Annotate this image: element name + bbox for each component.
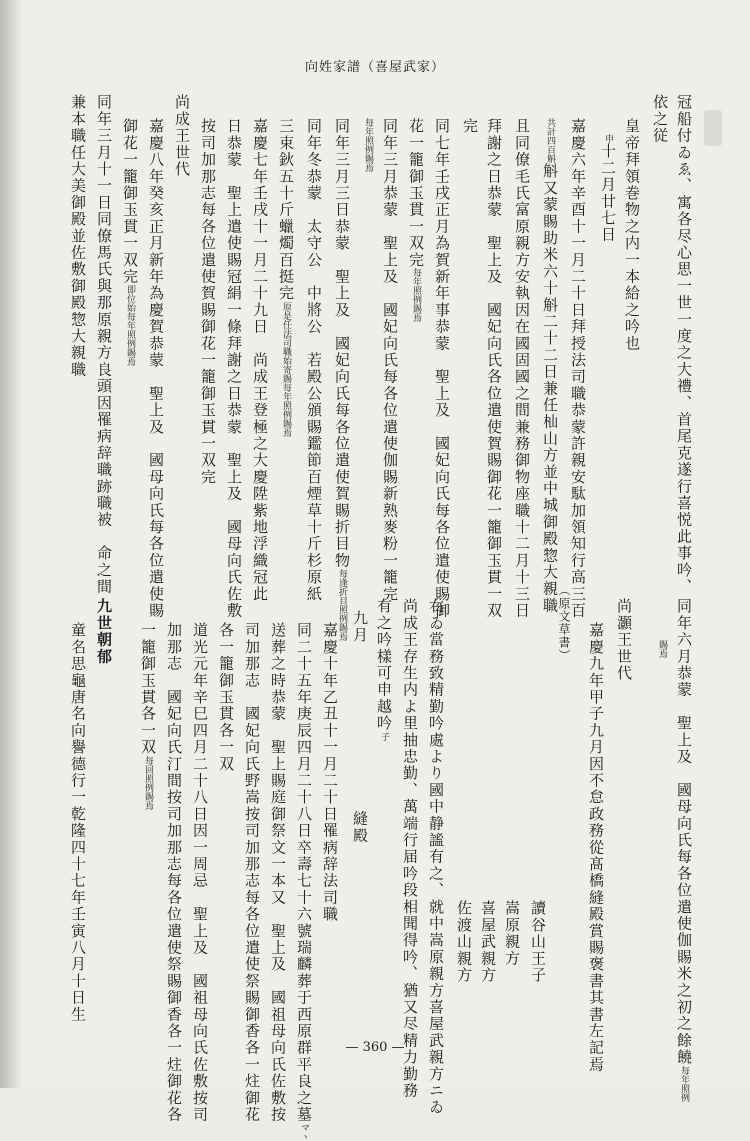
top-col-20: 嘉慶八年癸亥正月新年為慶賀恭蒙 聖上及 國母向氏每各位遣使賜 — [147, 118, 165, 619]
bottom-col-11: 有之吟樣可申越吟子 — [375, 598, 393, 741]
top-col-10: 花一籠御玉貫一双完每年照例賜焉 — [407, 118, 425, 323]
bottom-col-14-note: マヽ — [299, 1123, 309, 1141]
page-header: 向姓家譜（喜屋武家） — [304, 60, 445, 75]
library-stamp — [704, 110, 722, 146]
top-col-2: 皇帝拜領巻物之内一本給之吟也 — [623, 118, 641, 352]
top-col-16: 嘉慶七年壬戌十一月二十九日 尚成王登極之大慶陞紫地浮織冠此 — [251, 118, 269, 603]
bottom-col-22: 童名思龜唐名向譽德行一乾隆四十七年壬寅八月十日生 — [69, 622, 87, 1023]
top-col-17: 日恭蒙 聖上遣使賜冠絹一條拜謝之日恭蒙 聖上及 國母向氏佐敷 — [225, 118, 243, 619]
top-col-5-note: 共計四百斛 — [545, 118, 555, 163]
top-col-8: 完 — [461, 118, 479, 135]
top-col-9: 同七年壬戌正月為賀新年事恭蒙 聖上及 國妃向氏每各位遣使賜御 — [433, 118, 451, 619]
top-col-21-note: 即位始每年照例賜焉 — [125, 285, 135, 366]
bottom-col-2: 尚灝王世代 — [615, 598, 633, 682]
top-col-3: 申十二月廿七日 — [599, 134, 617, 244]
top-col-4: 嘉慶六年辛酉十一月二十日拜授法司職恭蒙許親安駄加領知行高三百 — [569, 118, 587, 619]
top-col-1: 依之従 — [651, 94, 669, 145]
top-col-5: 共計四百斛斛又蒙賜助米六十斛二十二日兼任杣山方並中城御殿惣大親職 — [541, 118, 559, 614]
bottom-col-13: 嘉慶十年乙丑十一月二十日罹病辞法司職 — [321, 622, 339, 923]
bottom-col-10: 尚成王存生内よ里抽忠勤、萬端行届吟段相聞得吟、猶又尽精力勤務 — [401, 598, 419, 1099]
top-col-22: 同年三月十一日同僚馬氏與那原親方良頭因罹病辞職跡職被 命之間 — [95, 94, 113, 595]
top-col-13: 同年三月三日恭蒙 聖上及 國妃向氏每各位遣使賀賜折目物每逢折目照例賜焉 — [333, 118, 351, 641]
bottom-col-14: 同二十五年庚辰四月二十八日卒壽七十六號瑞麟葬于西原群平良之墓マヽ — [295, 622, 313, 1141]
top-col-13-note: 每逢折目照例賜焉 — [337, 568, 347, 641]
bottom-col-20-note: 每回照例賜焉 — [143, 755, 153, 810]
top-col-6: 且同僚毛氏富原親方安執因在國固國之間兼務御物座職十二月十三日 — [513, 118, 531, 619]
bottom-col-4: （原文草書） — [557, 584, 571, 662]
bottom-col-3: 嘉慶九年甲子九月因不怠政務從髙橋縫殿賞賜褒書其書左記焉 — [587, 622, 605, 1073]
bottom-col-19: 加那志 國妃向氏汀間按司加那志每各位遣使祭賜御香各一炷御花各 — [165, 622, 183, 1123]
binding-gutter — [0, 0, 22, 1088]
top-col-12 — [356, 118, 380, 172]
bottom-col-18: 道光元年辛巳四月二十八日因一周忌 聖上及 國祖母向氏佐敷按司 — [191, 622, 209, 1123]
bottom-col-20: 一籠御玉貫各一双每回照例賜焉 — [139, 622, 157, 810]
top-col-14: 同年冬恭蒙 太守公 中將公 若殿公頒賜鑑節百煙草十斤杉原紙 — [305, 118, 323, 603]
top-col-12-note: 每年照例賜焉 — [363, 118, 373, 172]
bottom-col-1 — [650, 640, 674, 658]
top-col-0: 冠船付ゐゑ、寓各尽心思一世一度之大禮、首尾克遂行喜悦此事吟、 — [675, 94, 693, 595]
page-number: — 360 — — [345, 1040, 405, 1055]
bottom-col-5: 讀谷山王子 — [529, 900, 547, 984]
top-col-7: 拜謝之日恭蒙 聖上及 國妃向氏各位遣使賀賜御花一籠御玉貫一双 — [485, 118, 503, 619]
top-col-15: 三束鈥五十斤蠟燭百挺完原是任法司職始寄賜每年照例賜焉 — [277, 118, 295, 437]
top-col-10-note: 每年照例賜焉 — [411, 268, 421, 323]
bottom-col-1-note: 賜焉 — [657, 640, 667, 658]
top-col-11: 同年三月恭蒙 聖上及 國妃向氏每各位遣使伽賜新熟麥粉一籠完 — [381, 118, 399, 603]
top-col-18: 按司加那志每各位遣使賀賜御花一籠御玉貫一双完 — [199, 118, 217, 486]
bottom-col-16: 司加那志 國妃向氏野嵩按司加那志每各位遣使祭賜御香各一炷御花 — [243, 622, 261, 1123]
top-col-23: 兼本職任大美御殿並佐敷御殿惣大親職 — [69, 94, 87, 378]
bottom-col-11-note: 子 — [379, 731, 389, 741]
bottom-col-0-note: 每年照例 — [679, 1065, 689, 1102]
bottom-col-7: 喜屋武親方 — [479, 900, 497, 984]
bottom-col-0: 同年六月恭蒙 聖上及 國母向氏每各位遣使伽賜米之初之餘饒每年照例 — [675, 598, 693, 1102]
top-col-15-note: 原是任法司職始寄賜每年照例賜焉 — [281, 301, 291, 437]
bottom-col-8: 佐渡山親方 — [455, 900, 473, 984]
top-col-21: 御花一籠御玉貫一双完即位始每年照例賜焉 — [121, 118, 139, 366]
bottom-col-12: 九月 縫殿 — [351, 610, 369, 844]
bottom-col-21: 九世朝郁 — [95, 598, 113, 665]
bottom-col-9: 右ゐ當務致精勤吟處より國中静謐有之、就中嵩原親方喜屋武親方ニゐ — [427, 598, 445, 1116]
top-col-3-note: 申 — [603, 134, 613, 143]
bottom-col-15: 送葬之時恭蒙 聖上賜庭御祭文一本又 聖上及 國祖母向氏佐敷按 — [269, 622, 287, 1123]
bottom-col-17: 各一籠御玉貫各一双 — [217, 622, 235, 773]
top-col-19: 尚成王世代 — [173, 94, 191, 178]
bottom-col-6: 嵩原親方 — [503, 900, 521, 967]
